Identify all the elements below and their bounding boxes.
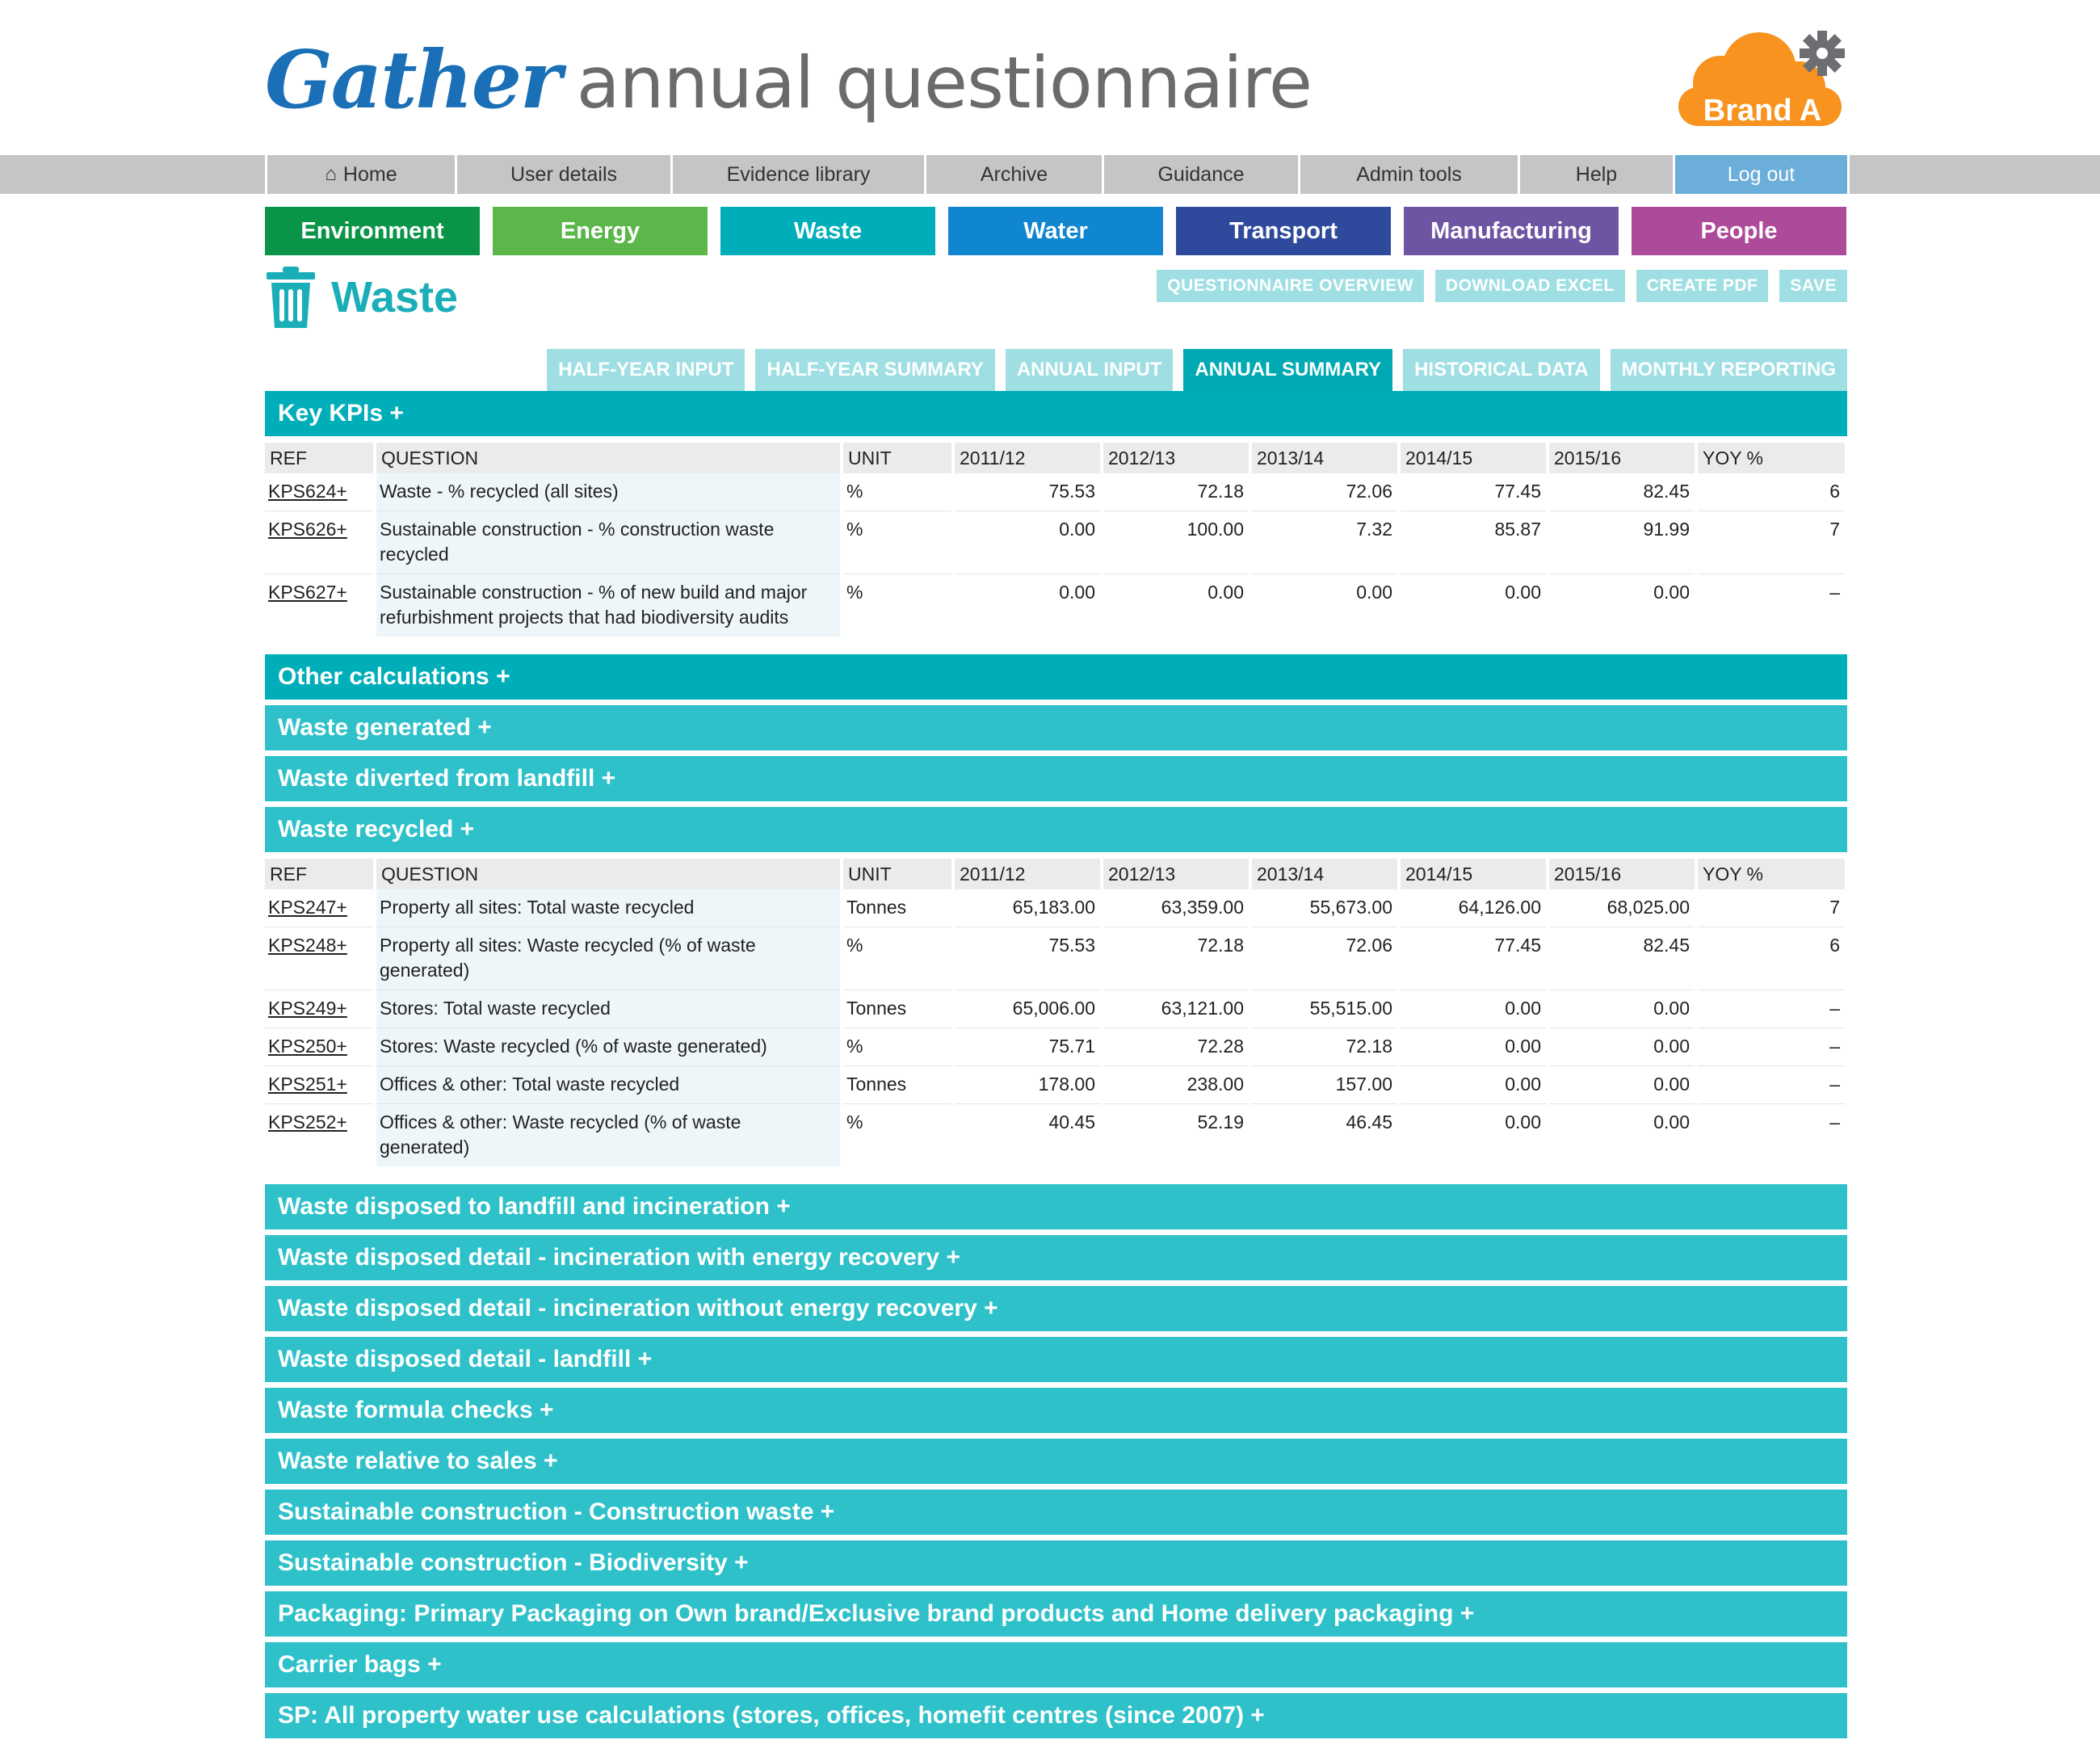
row-ref-link[interactable]: KPS250+ (265, 1028, 373, 1066)
column-header: 2011/12 (955, 859, 1100, 889)
row-value: 72.18 (1103, 927, 1249, 990)
section-carrier-bags[interactable]: Carrier bags + (265, 1642, 1847, 1687)
row-value: 55,515.00 (1252, 990, 1397, 1028)
category-energy[interactable] (493, 207, 708, 255)
row-unit: % (843, 927, 951, 990)
brand-label: Brand A (1703, 94, 1822, 128)
row-ref-link[interactable]: KPS251+ (265, 1066, 373, 1104)
section-water-use-calculations[interactable]: SP: All property water use calculations (stores, offices, homefit centres (since 2007) + (265, 1693, 1847, 1738)
view-tabs (547, 349, 1847, 391)
key-kpis-table (262, 443, 1848, 637)
nav-user-details-label: User details (510, 162, 617, 186)
row-value: 0.00 (1549, 1066, 1695, 1104)
nav-help[interactable] (1518, 155, 1673, 194)
column-header: REF (265, 859, 373, 889)
column-header: 2014/15 (1401, 443, 1546, 473)
row-yoy: 7 (1698, 889, 1845, 927)
nav-admin-tools[interactable] (1298, 155, 1518, 194)
column-header: UNIT (843, 443, 951, 473)
row-value: 0.00 (1653, 1112, 1690, 1133)
table-row (265, 889, 1845, 927)
section-construction-waste[interactable]: Sustainable construction - Construction waste + (265, 1490, 1847, 1535)
row-value: 100.00 (1103, 511, 1249, 574)
row-value: 82.45 (1549, 927, 1695, 990)
table-row (265, 574, 1845, 637)
logo-script-text: Gather (265, 34, 561, 127)
row-value: 72.18 (1103, 473, 1249, 511)
category-label: Transport (1229, 217, 1338, 244)
column-header: 2015/16 (1549, 443, 1695, 473)
row-value: 0.00 (1401, 990, 1546, 1028)
nav-logout[interactable] (1673, 155, 1850, 194)
row-ref-link[interactable]: KPS626+ (265, 511, 373, 574)
page-title (265, 265, 458, 330)
column-header: YOY % (1698, 443, 1845, 473)
row-yoy: 7 (1698, 511, 1845, 574)
row-question: Property all sites: Waste recycled (% of waste generated) (376, 927, 840, 990)
section-incineration-with-recovery[interactable]: Waste disposed detail - incineration with energy recovery + (265, 1235, 1847, 1280)
row-question: Property all sites: Total waste recycled (376, 889, 840, 927)
row-question: Sustainable construction - % construction waste recycled (376, 511, 840, 574)
row-value: 75.53 (955, 473, 1100, 511)
row-ref-link[interactable]: KPS624+ (265, 473, 373, 511)
row-question: Stores: Waste recycled (% of waste generated) (376, 1028, 840, 1066)
row-value: 63,359.00 (1103, 889, 1249, 927)
row-value: 91.99 (1549, 511, 1695, 574)
table-row (265, 1066, 1845, 1104)
row-unit: % (846, 1112, 863, 1133)
row-value: 46.45 (1346, 1112, 1392, 1133)
row-question: Sustainable construction - % of new build and major refurbishment projects that had biodiversity audits (376, 574, 840, 637)
row-value: 0.00 (1059, 582, 1095, 603)
category-label: Environment (300, 217, 444, 244)
column-header: REF (265, 443, 373, 473)
category-manufacturing[interactable] (1404, 207, 1619, 255)
tab-annual-summary[interactable]: ANNUAL SUMMARY (1183, 349, 1392, 391)
row-unit: % (843, 473, 951, 511)
column-header: 2014/15 (1401, 859, 1546, 889)
row-value: 72.06 (1252, 473, 1397, 511)
row-value: 40.45 (1048, 1112, 1095, 1133)
category-water[interactable] (948, 207, 1163, 255)
trash-icon (265, 265, 317, 330)
row-unit: Tonnes (843, 889, 951, 927)
row-value: 75.53 (955, 927, 1100, 990)
row-value: 0.00 (1401, 1028, 1546, 1066)
row-question: Waste - % recycled (all sites) (376, 473, 840, 511)
nav-archive[interactable] (924, 155, 1102, 194)
column-header: QUESTION (376, 443, 840, 473)
category-label: Manufacturing (1430, 217, 1592, 244)
row-ref-link[interactable]: KPS249+ (265, 990, 373, 1028)
column-header: YOY % (1698, 859, 1845, 889)
category-environment[interactable] (265, 207, 480, 255)
nav-home[interactable] (265, 155, 455, 194)
nav-guidance-label: Guidance (1157, 162, 1245, 186)
row-value: 157.00 (1252, 1066, 1397, 1104)
column-header: 2011/12 (955, 443, 1100, 473)
create-pdf-button[interactable]: CREATE PDF (1636, 270, 1769, 302)
row-unit: % (843, 1028, 951, 1066)
section-waste-disposed[interactable]: Waste disposed to landfill and incineration + (265, 1184, 1847, 1229)
brand-badge[interactable] (1672, 23, 1858, 128)
row-value: 0.00 (1505, 1112, 1541, 1133)
section-key-kpis[interactable]: Key KPIs + (265, 391, 1847, 436)
row-value: 77.45 (1401, 473, 1546, 511)
row-value: 64,126.00 (1401, 889, 1546, 927)
section-packaging[interactable]: Packaging: Primary Packaging on Own brand/Exclusive brand products and Home delivery packaging + (265, 1591, 1847, 1637)
app-logo[interactable] (265, 34, 1312, 139)
row-yoy: – (1829, 1112, 1840, 1133)
row-yoy: – (1698, 1028, 1845, 1066)
action-buttons (1157, 270, 1847, 302)
column-header: 2015/16 (1549, 859, 1695, 889)
row-value: 63,121.00 (1103, 990, 1249, 1028)
table-row (265, 473, 1845, 511)
row-yoy: – (1829, 582, 1840, 603)
category-waste[interactable] (720, 207, 935, 255)
download-excel-button[interactable]: DOWNLOAD EXCEL (1435, 270, 1625, 302)
table-row (265, 990, 1845, 1028)
row-unit: % (843, 511, 951, 574)
column-header: UNIT (843, 859, 951, 889)
section-other-calculations[interactable]: Other calculations + (265, 654, 1847, 700)
tab-half-year-input[interactable]: HALF-YEAR INPUT (547, 349, 745, 391)
row-value: 65,006.00 (955, 990, 1100, 1028)
column-header: 2013/14 (1252, 859, 1397, 889)
nav-logout-label: Log out (1727, 162, 1796, 186)
row-value: 0.00 (1653, 582, 1690, 603)
nav-home-label: Home (342, 162, 397, 186)
row-question: Stores: Total waste recycled (376, 990, 840, 1028)
table-row (265, 511, 1845, 574)
tab-annual-input[interactable]: ANNUAL INPUT (1006, 349, 1174, 391)
category-label: Waste (793, 217, 863, 244)
column-header: 2013/14 (1252, 443, 1397, 473)
page-title-text: Waste (331, 273, 459, 321)
row-value: 82.45 (1549, 473, 1695, 511)
tab-monthly-reporting[interactable]: MONTHLY REPORTING (1611, 349, 1847, 391)
summary-content (265, 391, 1847, 1744)
row-value: 0.00 (955, 511, 1100, 574)
category-label: Water (1023, 217, 1088, 244)
tab-half-year-summary[interactable]: HALF-YEAR SUMMARY (755, 349, 994, 391)
row-value: 55,673.00 (1252, 889, 1397, 927)
category-transport[interactable] (1176, 207, 1391, 255)
row-question: Offices & other: Waste recycled (% of waste generated) (376, 1104, 840, 1166)
row-ref-link[interactable]: KPS252+ (268, 1112, 347, 1133)
logo-title-text: annual questionnaire (576, 41, 1312, 124)
section-waste-relative-to-sales[interactable]: Waste relative to sales + (265, 1439, 1847, 1484)
nav-evidence-library[interactable] (670, 155, 924, 194)
nav-guidance[interactable] (1102, 155, 1298, 194)
waste-recycled-table (262, 859, 1848, 1166)
row-yoy: – (1698, 1066, 1845, 1104)
top-nav (265, 155, 1850, 194)
row-value: 72.28 (1103, 1028, 1249, 1066)
row-value: 0.00 (1356, 582, 1392, 603)
row-unit: Tonnes (843, 990, 951, 1028)
nav-evidence-library-label: Evidence library (726, 162, 871, 186)
row-ref-link[interactable]: KPS247+ (265, 889, 373, 927)
row-yoy: 6 (1698, 927, 1845, 990)
column-header: 2012/13 (1103, 443, 1249, 473)
section-waste-recycled[interactable]: Waste recycled + (265, 807, 1847, 852)
row-ref-link[interactable]: KPS627+ (268, 582, 347, 603)
row-value: 72.18 (1252, 1028, 1397, 1066)
row-value: 0.00 (1505, 582, 1541, 603)
section-waste-formula-checks[interactable]: Waste formula checks + (265, 1388, 1847, 1433)
section-biodiversity[interactable]: Sustainable construction - Biodiversity + (265, 1540, 1847, 1586)
nav-admin-tools-label: Admin tools (1356, 162, 1462, 186)
row-value: 238.00 (1103, 1066, 1249, 1104)
nav-archive-label: Archive (980, 162, 1048, 186)
table-row (265, 927, 1845, 990)
column-header: 2012/13 (1103, 859, 1249, 889)
row-value: 65,183.00 (955, 889, 1100, 927)
section-incineration-without-recovery[interactable]: Waste disposed detail - incineration without energy recovery + (265, 1286, 1847, 1331)
category-label: People (1700, 217, 1778, 244)
table-row (265, 1028, 1845, 1066)
section-waste-diverted[interactable]: Waste diverted from landfill + (265, 756, 1847, 801)
row-value: 0.00 (1549, 1028, 1695, 1066)
row-value: 0.00 (1549, 990, 1695, 1028)
row-value: 75.71 (955, 1028, 1100, 1066)
row-value: 52.19 (1197, 1112, 1244, 1133)
row-ref-link[interactable]: KPS248+ (265, 927, 373, 990)
table-row (265, 1104, 1845, 1166)
nav-user-details[interactable] (455, 155, 670, 194)
row-question: Offices & other: Total waste recycled (376, 1066, 840, 1104)
row-value: 72.06 (1252, 927, 1397, 990)
category-tabs (265, 207, 1846, 255)
row-value: 7.32 (1252, 511, 1397, 574)
row-unit: % (846, 582, 863, 603)
home-icon: ⌂ (325, 163, 337, 185)
row-yoy: – (1698, 990, 1845, 1028)
row-value: 85.87 (1401, 511, 1546, 574)
questionnaire-overview-button[interactable]: QUESTIONNAIRE OVERVIEW (1157, 270, 1424, 302)
section-waste-generated[interactable]: Waste generated + (265, 705, 1847, 750)
row-value: 68,025.00 (1549, 889, 1695, 927)
tab-historical-data[interactable]: HISTORICAL DATA (1403, 349, 1600, 391)
category-people[interactable] (1632, 207, 1846, 255)
save-button[interactable]: SAVE (1779, 270, 1847, 302)
row-unit: Tonnes (843, 1066, 951, 1104)
nav-help-label: Help (1575, 162, 1618, 186)
row-yoy: 6 (1698, 473, 1845, 511)
row-value: 0.00 (1208, 582, 1244, 603)
row-value: 77.45 (1401, 927, 1546, 990)
section-disposed-landfill[interactable]: Waste disposed detail - landfill + (265, 1337, 1847, 1382)
column-header: QUESTION (376, 859, 840, 889)
row-value: 178.00 (955, 1066, 1100, 1104)
category-label: Energy (560, 217, 640, 244)
row-value: 0.00 (1401, 1066, 1546, 1104)
header (0, 0, 2100, 155)
